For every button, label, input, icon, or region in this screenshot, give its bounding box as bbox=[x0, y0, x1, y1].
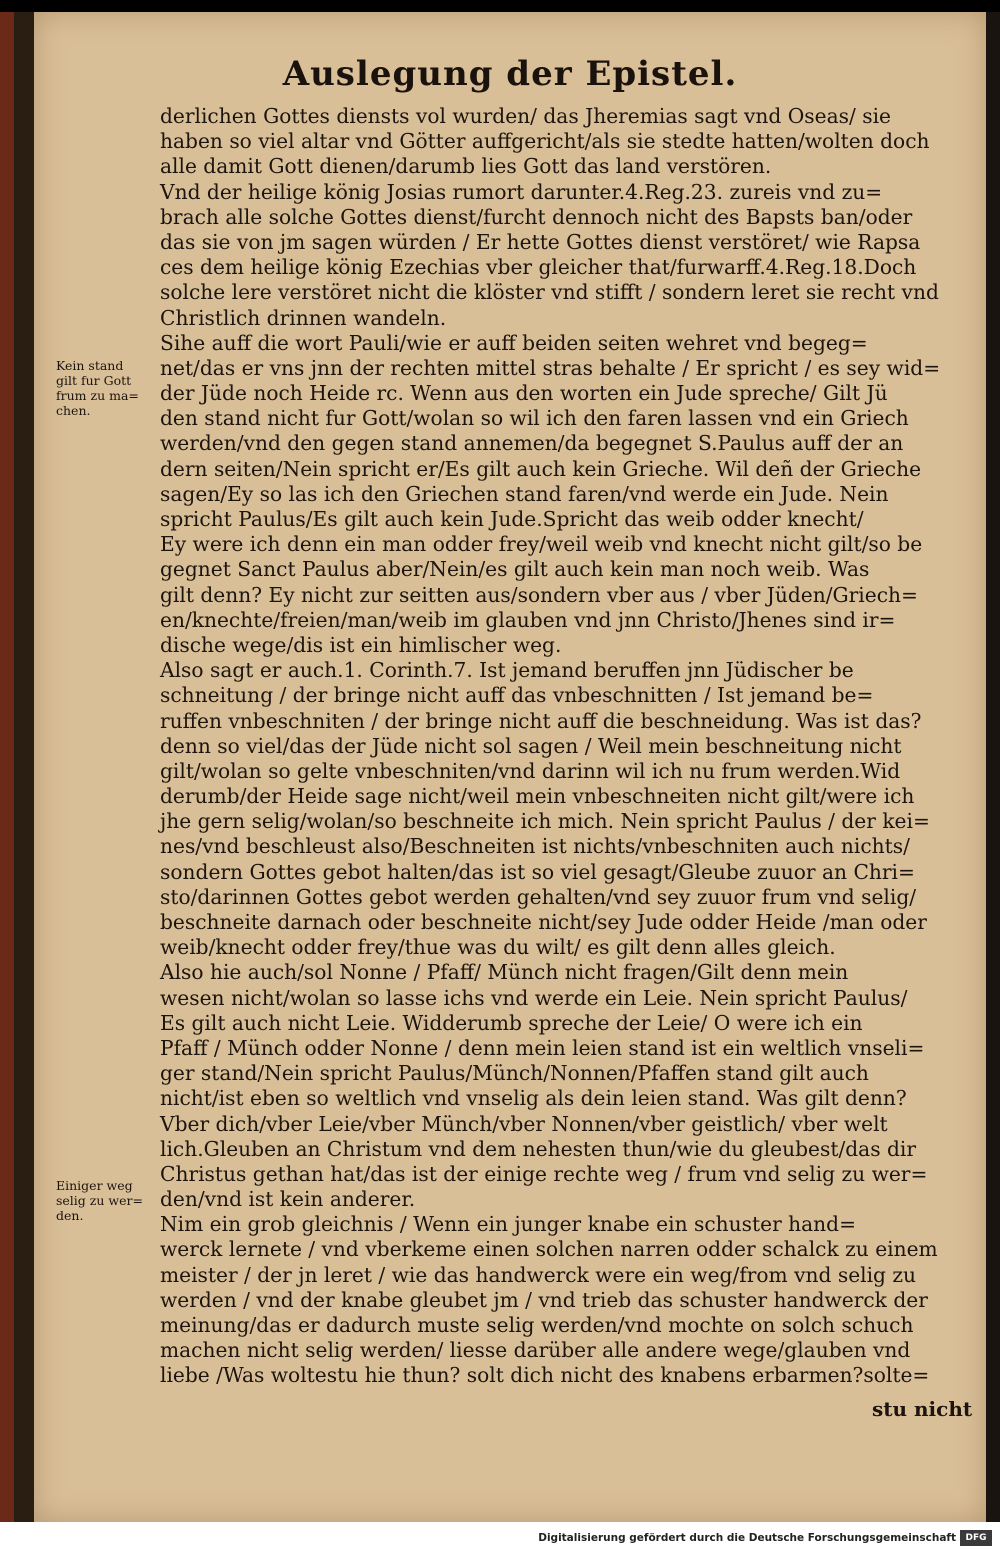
text-line: ruffen vnbeschniten / der bringe nicht auff die beschneidung. Was ist das? bbox=[160, 708, 922, 733]
text-line: Also sagt er auch.1. Corinth.7. Ist jemand beruffen jnn Jüdischer be bbox=[160, 658, 854, 683]
page-edge-right bbox=[986, 12, 1000, 1522]
text-line: gegnet Sanct Paulus aber/Nein/es gilt auch kein man noch weib. Was bbox=[160, 557, 870, 582]
text-line: lich.Gleuben an Christum vnd dem nehesten thun/wie du gleubest/das dir bbox=[160, 1136, 917, 1161]
text-line: den/vnd ist kein anderer. bbox=[160, 1187, 416, 1212]
margin-note-line: gilt fur Gott bbox=[56, 373, 132, 388]
text-line: Pfaff / Münch odder Nonne / denn mein leien stand ist ein weltlich vnseli= bbox=[160, 1035, 925, 1060]
text-line: en/knechte/freien/man/weib im glauben vnd jnn Christo/Jhenes sind ir= bbox=[160, 607, 896, 632]
margin-note-line: selig zu wer= bbox=[56, 1193, 143, 1208]
text-line: beschneite darnach oder beschneite nicht/sey Jude odder Heide /man oder bbox=[160, 910, 927, 934]
text-line: schneitung / der bringe nicht auff das vnbeschnitten / Ist jemand be= bbox=[160, 683, 874, 708]
text-line: machen nicht selig werden/ liesse darüber alle andere wege/glauben vnd bbox=[160, 1338, 911, 1363]
text-line: den stand nicht fur Gott/wolan so wil ich den faren lassen vnd ein Griech bbox=[160, 406, 909, 431]
catchword: stu nicht bbox=[872, 1397, 973, 1421]
text-line: der Jüde noch Heide rc. Wenn aus den worten ein Jude spreche/ Gilt Jü bbox=[160, 381, 888, 406]
text-line: Vber dich/vber Leie/vber Münch/vber Nonnen/vber geistlich/ vber welt bbox=[160, 1111, 888, 1136]
scan-border-top bbox=[0, 0, 1000, 12]
funding-notice: Digitalisierung gefördert durch die Deutsche Forschungsgemeinschaft bbox=[538, 1532, 956, 1544]
dfg-logo: DFG bbox=[960, 1530, 992, 1546]
margin-note-line: den. bbox=[56, 1208, 84, 1223]
text-line: werden/vnd den gegen stand annemen/da begegnet S.Paulus auff der an bbox=[160, 431, 904, 456]
text-line: dische wege/dis ist ein himlischer weg. bbox=[160, 632, 562, 657]
margin-note-line: Einiger weg bbox=[56, 1178, 133, 1193]
text-line: jhe gern selig/wolan/so beschneite ich mich. Nein spricht Paulus / der kei= bbox=[160, 809, 930, 834]
text-line: nicht/ist eben so weltlich vnd vnselig als dein leien stand. Was gilt denn? bbox=[160, 1086, 907, 1111]
book-page bbox=[34, 12, 986, 1522]
text-line: gilt/wolan so gelte vnbeschniten/vnd darinn wil ich nu frum werden.Wid bbox=[160, 758, 901, 783]
text-line: sondern Gottes gebot halten/das ist so viel gesagt/Gleube zuuor an Chri= bbox=[160, 859, 915, 884]
text-line: weib/knecht odder frey/thue was du wilt/ es gilt denn alles gleich. bbox=[160, 935, 836, 960]
text-line: denn so viel/das der Jüde nicht sol sagen / Weil mein beschneitung nicht bbox=[160, 733, 902, 758]
text-line: sagen/Ey so las ich den Griechen stand faren/vnd werde ein Jude. Nein bbox=[160, 481, 889, 506]
text-line: werden / vnd der knabe gleubet jm / vnd trieb das schuster handwerck der bbox=[160, 1287, 928, 1312]
margin-note-line: frum zu ma= bbox=[56, 388, 139, 403]
margin-note-einiger-weg bbox=[56, 1178, 156, 1223]
text-line: liebe /Was woltestu hie thun? solt dich nicht des knabens erbarmen?solte= bbox=[160, 1363, 930, 1388]
text-line: gilt denn? Ey nicht zur seitten aus/sondern vber aus / vber Jüden/Griech= bbox=[160, 582, 918, 607]
margin-note-line: chen. bbox=[56, 403, 91, 418]
text-line: derumb/der Heide sage nicht/weil mein vnbeschneiten nicht gilt/were ich bbox=[160, 784, 915, 809]
text-line: sto/darinnen Gottes gebot werden gehalten/vnd sey zuuor frum vnd selig/ bbox=[160, 884, 917, 909]
text-line: werck lernete / vnd vberkeme einen solchen narren odder schalck zu einem bbox=[160, 1237, 938, 1262]
text-line: Also hie auch/sol Nonne / Pfaff/ Münch nicht fragen/Gilt denn mein bbox=[160, 960, 849, 985]
text-line: Es gilt auch nicht Leie. Widderumb spreche der Leie/ O were ich ein bbox=[160, 1010, 863, 1035]
text-line: solche lere verstöret nicht die klöster vnd stifft / sondern leret sie recht vnd bbox=[160, 280, 939, 305]
margin-note-kein-stand bbox=[56, 358, 156, 418]
book-spine bbox=[0, 12, 14, 1522]
running-header: Auslegung der Epistel. bbox=[282, 54, 738, 94]
page-edge-left bbox=[14, 12, 34, 1522]
text-line: Christus gethan hat/das ist der einige rechte weg / frum vnd selig zu wer= bbox=[160, 1161, 928, 1186]
text-line: haben so viel altar vnd Götter auffgericht/als sie stedte hatten/wolten doch bbox=[160, 129, 930, 154]
text-line: Ey were ich denn ein man odder frey/weil weib vnd knecht nicht gilt/so be bbox=[160, 532, 923, 557]
text-line: Vnd der heilige könig Josias rumort darunter.4.Reg.23. zureis vnd zu= bbox=[160, 179, 883, 204]
text-line: Nim ein grob gleichnis / Wenn ein junger knabe ein schuster hand= bbox=[160, 1212, 857, 1237]
text-line: dern seiten/Nein spricht er/Es gilt auch kein Grieche. Wil deñ der Grieche bbox=[160, 456, 922, 481]
text-line: das sie von jm sagen würden / Er hette Gottes dienst verstöret/ wie Rapsa bbox=[160, 229, 921, 254]
body-text bbox=[160, 104, 964, 1389]
text-line: spricht Paulus/Es gilt auch kein Jude.Spricht das weib odder knecht/ bbox=[160, 507, 864, 531]
text-line: meinung/das er dadurch muste selig werden/vnd mochte on solch schuch bbox=[160, 1313, 914, 1337]
margin-note-line: Kein stand bbox=[56, 358, 124, 373]
text-line: ger stand/Nein spricht Paulus/Münch/Nonnen/Pfaffen stand gilt auch bbox=[160, 1061, 869, 1086]
footer-bar bbox=[0, 1522, 1000, 1555]
text-line: nes/vnd beschleust also/Beschneiten ist nichts/vnbeschniten auch nichts/ bbox=[160, 834, 910, 859]
text-line: Christlich drinnen wandeln. bbox=[160, 305, 447, 330]
text-line: brach alle solche Gottes dienst/furcht dennoch nicht des Bapsts ban/oder bbox=[160, 204, 913, 229]
text-line: derlichen Gottes diensts vol wurden/ das Jheremias sagt vnd Oseas/ sie bbox=[160, 104, 891, 128]
text-line: Sihe auff die wort Pauli/wie er auff beiden seiten wehret vnd begeg= bbox=[160, 330, 868, 355]
text-line: net/das er vns jnn der rechten mittel stras behalte / Er spricht / es sey wid= bbox=[160, 355, 941, 380]
text-line: meister / der jn leret / wie das handwerck were ein weg/from vnd selig zu bbox=[160, 1262, 917, 1287]
text-line: wesen nicht/wolan so lasse ichs vnd werde ein Leie. Nein spricht Paulus/ bbox=[160, 985, 908, 1010]
text-line: ces dem heilige könig Ezechias vber gleicher that/furwarff.4.Reg.18.Doch bbox=[160, 255, 917, 280]
text-line: alle damit Gott dienen/darumb lies Gott das land verstören. bbox=[160, 154, 772, 179]
